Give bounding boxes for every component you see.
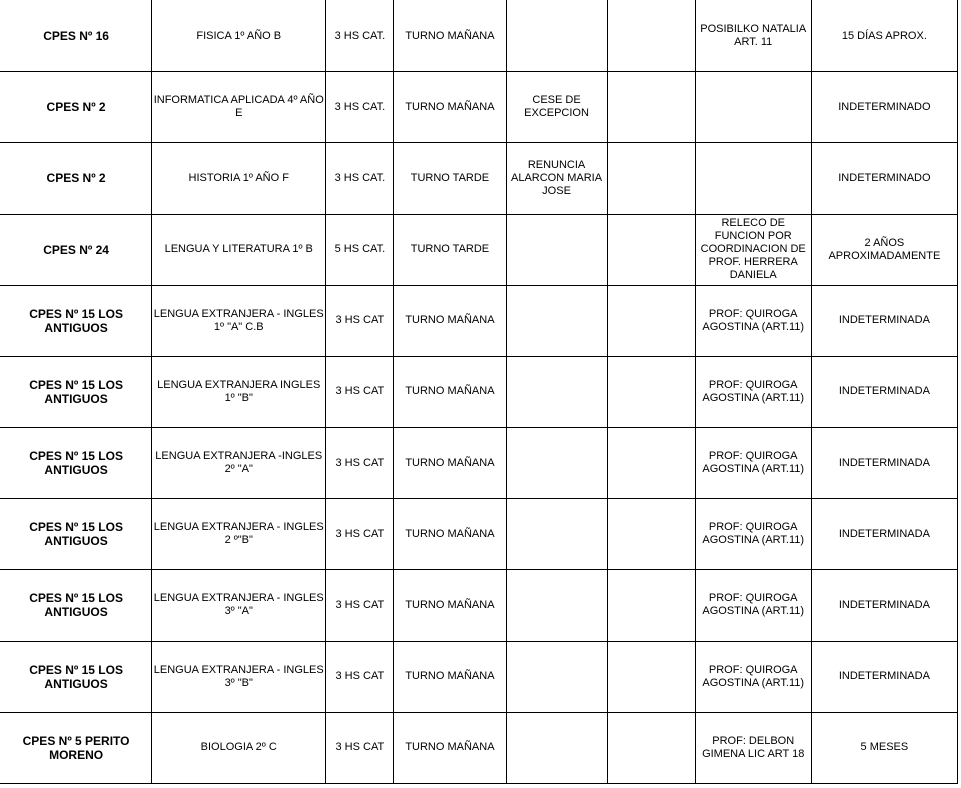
extra-cell <box>607 712 695 783</box>
extra-cell <box>607 285 695 356</box>
shift-cell: TURNO MAÑANA <box>394 428 506 499</box>
hours-cell: 3 HS CAT <box>326 570 394 641</box>
subject-cell: LENGUA EXTRANJERA - INGLES 3º "A" <box>152 570 326 641</box>
extra-cell <box>607 641 695 712</box>
shift-cell: TURNO MAÑANA <box>394 1 506 72</box>
extra-cell <box>607 499 695 570</box>
school-cell: CPES Nº 2 <box>1 143 152 214</box>
reason-cell: RENUNCIA ALARCON MARIA JOSE <box>506 143 607 214</box>
reason-cell <box>506 214 607 285</box>
hours-cell: 3 HS CAT. <box>326 1 394 72</box>
shift-cell: TURNO MAÑANA <box>394 72 506 143</box>
school-cell: CPES Nº 24 <box>1 214 152 285</box>
subject-cell: LENGUA EXTRANJERA - INGLES 3º "B" <box>152 641 326 712</box>
coverage-cell: PROF: QUIROGA AGOSTINA (ART.11) <box>695 570 811 641</box>
extra-cell <box>607 72 695 143</box>
hours-cell: 3 HS CAT <box>326 499 394 570</box>
subject-cell: LENGUA EXTRANJERA - INGLES 2 º"B" <box>152 499 326 570</box>
coverage-cell: RELECO DE FUNCION POR COORDINACION DE PROF. HERRERA DANIELA <box>695 214 811 285</box>
subject-cell: BIOLOGIA 2º C <box>152 712 326 783</box>
hours-cell: 3 HS CAT <box>326 285 394 356</box>
school-cell: CPES Nº 15 LOS ANTIGUOS <box>1 285 152 356</box>
subject-cell: LENGUA EXTRANJERA -INGLES 2º "A" <box>152 428 326 499</box>
coverage-cell: PROF: QUIROGA AGOSTINA (ART.11) <box>695 641 811 712</box>
reason-cell <box>506 641 607 712</box>
school-cell: CPES Nº 15 LOS ANTIGUOS <box>1 428 152 499</box>
school-cell: CPES Nº 15 LOS ANTIGUOS <box>1 570 152 641</box>
shift-cell: TURNO TARDE <box>394 143 506 214</box>
shift-cell: TURNO MAÑANA <box>394 356 506 427</box>
table-row <box>1 1 958 72</box>
coverage-cell: POSIBILKO NATALIA ART. 11 <box>695 1 811 72</box>
subject-cell: FISICA 1º AÑO B <box>152 1 326 72</box>
hours-cell: 3 HS CAT. <box>326 72 394 143</box>
subject-cell: LENGUA EXTRANJERA - INGLES 1º "A" C.B <box>152 285 326 356</box>
extra-cell <box>607 428 695 499</box>
duration-cell: INDETERMINADA <box>811 285 957 356</box>
subject-cell: HISTORIA 1º AÑO F <box>152 143 326 214</box>
duration-cell: 2 AÑOS APROXIMADAMENTE <box>811 214 957 285</box>
reason-cell <box>506 356 607 427</box>
hours-cell: 3 HS CAT <box>326 356 394 427</box>
coverage-cell: PROF: QUIROGA AGOSTINA (ART.11) <box>695 285 811 356</box>
table-row <box>1 570 958 641</box>
duration-cell: 5 MESES <box>811 712 957 783</box>
shift-cell: TURNO MAÑANA <box>394 285 506 356</box>
school-cell: CPES Nº 5 PERITO MORENO <box>1 712 152 783</box>
table-row <box>1 712 958 783</box>
hours-cell: 3 HS CAT <box>326 641 394 712</box>
coverage-cell <box>695 143 811 214</box>
school-cell: CPES Nº 2 <box>1 72 152 143</box>
reason-cell <box>506 428 607 499</box>
table-row <box>1 499 958 570</box>
hours-cell: 3 HS CAT <box>326 712 394 783</box>
reason-cell <box>506 712 607 783</box>
table-row <box>1 428 958 499</box>
hours-cell: 3 HS CAT <box>326 428 394 499</box>
coverage-cell: PROF: DELBON GIMENA LIC ART 18 <box>695 712 811 783</box>
reason-cell <box>506 1 607 72</box>
duration-cell: 15 DÍAS APROX. <box>811 1 957 72</box>
subject-cell: LENGUA EXTRANJERA INGLES 1º "B" <box>152 356 326 427</box>
school-cell: CPES Nº 15 LOS ANTIGUOS <box>1 499 152 570</box>
duration-cell: INDETERMINADO <box>811 72 957 143</box>
shift-cell: TURNO MAÑANA <box>394 570 506 641</box>
hours-cell: 5 HS CAT. <box>326 214 394 285</box>
table-row <box>1 143 958 214</box>
shift-cell: TURNO MAÑANA <box>394 712 506 783</box>
school-cell: CPES Nº 15 LOS ANTIGUOS <box>1 641 152 712</box>
duration-cell: INDETERMINADO <box>811 143 957 214</box>
coverage-cell: PROF: QUIROGA AGOSTINA (ART.11) <box>695 499 811 570</box>
school-cell: CPES Nº 16 <box>1 1 152 72</box>
table-row <box>1 285 958 356</box>
shift-cell: TURNO MAÑANA <box>394 499 506 570</box>
coverage-cell <box>695 72 811 143</box>
extra-cell <box>607 356 695 427</box>
coverage-cell: PROF: QUIROGA AGOSTINA (ART.11) <box>695 356 811 427</box>
reason-cell: CESE DE EXCEPCION <box>506 72 607 143</box>
reason-cell <box>506 570 607 641</box>
extra-cell <box>607 1 695 72</box>
reason-cell <box>506 285 607 356</box>
extra-cell <box>607 143 695 214</box>
duration-cell: INDETERMINADA <box>811 641 957 712</box>
reason-cell <box>506 499 607 570</box>
subject-cell: LENGUA Y LITERATURA 1º B <box>152 214 326 285</box>
extra-cell <box>607 214 695 285</box>
subject-cell: INFORMATICA APLICADA 4º AÑO E <box>152 72 326 143</box>
duration-cell: INDETERMINADA <box>811 499 957 570</box>
duration-cell: INDETERMINADA <box>811 356 957 427</box>
table-row <box>1 214 958 285</box>
shift-cell: TURNO MAÑANA <box>394 641 506 712</box>
table-row <box>1 356 958 427</box>
shift-cell: TURNO TARDE <box>394 214 506 285</box>
table-row <box>1 641 958 712</box>
duration-cell: INDETERMINADA <box>811 428 957 499</box>
table-row <box>1 72 958 143</box>
hours-cell: 3 HS CAT. <box>326 143 394 214</box>
coverage-cell: PROF: QUIROGA AGOSTINA (ART.11) <box>695 428 811 499</box>
school-cell: CPES Nº 15 LOS ANTIGUOS <box>1 356 152 427</box>
duration-cell: INDETERMINADA <box>811 570 957 641</box>
extra-cell <box>607 570 695 641</box>
